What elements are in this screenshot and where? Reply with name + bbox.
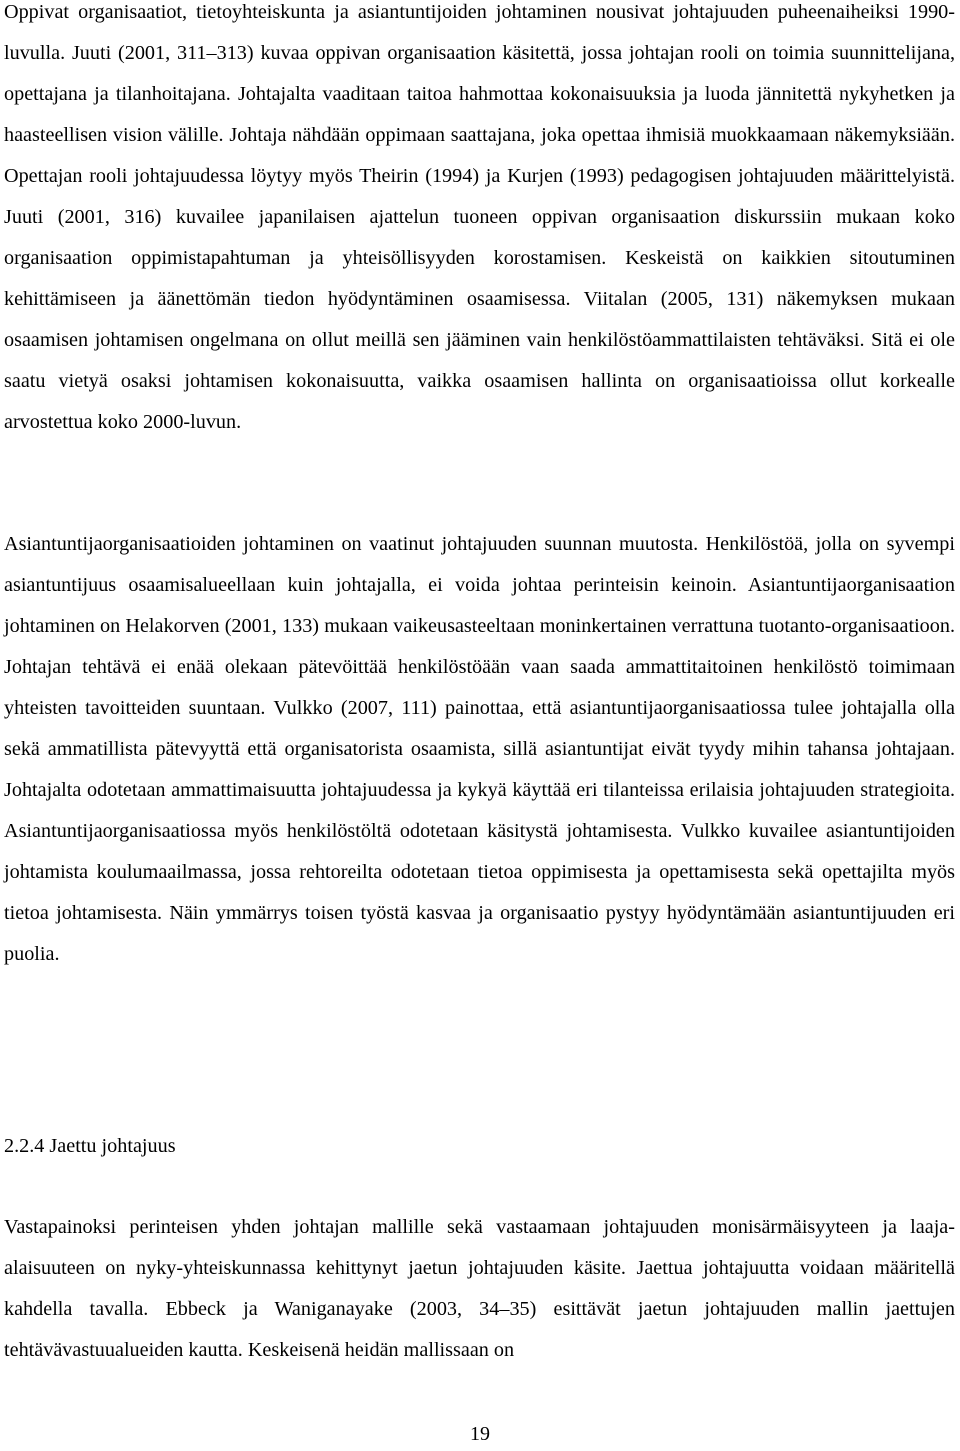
paragraph-shared-leadership: Vastapainoksi perinteisen yhden johtajan mallille sekä vastaamaan johtajuuden monisärmäisyyteen ja laaja-alaisuuteen on nyky-yhteiskunnassa kehittynyt jaetun johtajuuden käsite. Jaettua johtajuutta voidaan määritellä kahdella tavalla. Ebbeck ja Waniganayake (2003, 34–35) esittävät jaetun johtajuuden mallin jaettujen tehtävävastuualueiden kautta. Keskeisenä heidän mallissaan on <box>4 1216 955 1361</box>
section-heading: 2.2.4 Jaettu johtajuus <box>4 1135 176 1157</box>
page-number: 19 <box>470 1423 490 1445</box>
paragraph-expert-organisations: Asiantuntijaorganisaatioiden johtaminen on vaatinut johtajuuden suunnan muutosta. Henkilöstöä, jolla on syvempi asiantuntijuus osaamisalueellaan kuin johtajalla, ei voida johtaa perinteisin keinoin. Asiantuntijaorganisaation johtaminen on Helakorven (2001, 133) mukaan vaikeusasteeltaan moninkertainen verrattuna tuotanto-organisaatioon. Johtajan tehtävä ei enää olekaan pätevöittää henkilöstöään vaan saada ammattitaitoinen henkilöstö toimimaan yhteisten tavoitteiden suuntaan. Vulkko (2007, 111) painottaa, että asiantuntijaorganisaatiossa tulee johtajalla olla sekä ammatillista pätevyyttä että organisatorista osaamista, sillä asiantuntijat eivät tyydy mihin tahansa johtajaan. Johtajalta odotetaan ammattimaisuutta johtajuudessa ja kykyä käyttää eri tilanteissa erilaisia johtajuuden strategioita. Asiantuntijaorganisaatiossa myös henkilöstöltä odotetaan käsitystä johtamisesta. Vulkko kuvailee asiantuntijoiden johtamista koulumaailmassa, jossa rehtoreilta odotetaan tietoa oppimisesta ja opettamisesta sekä opettajilta myös tietoa johtamisesta. Näin ymmärrys toisen työstä kasvaa ja organisaatio pystyy hyödyntämään asiantuntijuuden eri puolia. <box>4 533 955 965</box>
paragraph-learning-organisations: Oppivat organisaatiot, tietoyhteiskunta ja asiantuntijoiden johtaminen nousivat johtajuuden puheenaiheiksi 1990-luvulla. Juuti (2001, 311–313) kuvaa oppivan organisaation käsitettä, jossa johtajan rooli on toimia suunnittelijana, opettajana ja tilanhoitajana. Johtajalta vaaditaan taitoa hahmottaa kokonaisuuksia ja luoda jännitettä nykyhetken ja haasteellisen vision välille. Johtaja nähdään oppimaan saattajana, joka opettaa ihmisiä muokkaamaan näkemyksiään. Opettajan rooli johtajuudessa löytyy myös Theirin (1994) ja Kurjen (1993) pedagogisen johtajuuden määrittelyistä. Juuti (2001, 316) kuvailee japanilaisen ajattelun tuoneen oppivan organisaation diskurssiin mukaan koko organisaation oppimistapahtuman ja yhteisöllisyyden korostamisen. Keskeistä on kaikkien sitoutuminen kehittämiseen ja äänettömän tiedon hyödyntäminen osaamisessa. Viitalan (2005, 131) näkemyksen mukaan osaamisen johtamisen ongelmana on ollut meillä sen jääminen vain henkilöstöammattilaisten tehtäväksi. Sitä ei ole saatu vietyä osaksi johtamisen kokonaisuutta, vaikka osaamisen hallinta on organisaatioissa ollut korkealle arvostettua koko 2000-luvun. <box>4 1 955 433</box>
